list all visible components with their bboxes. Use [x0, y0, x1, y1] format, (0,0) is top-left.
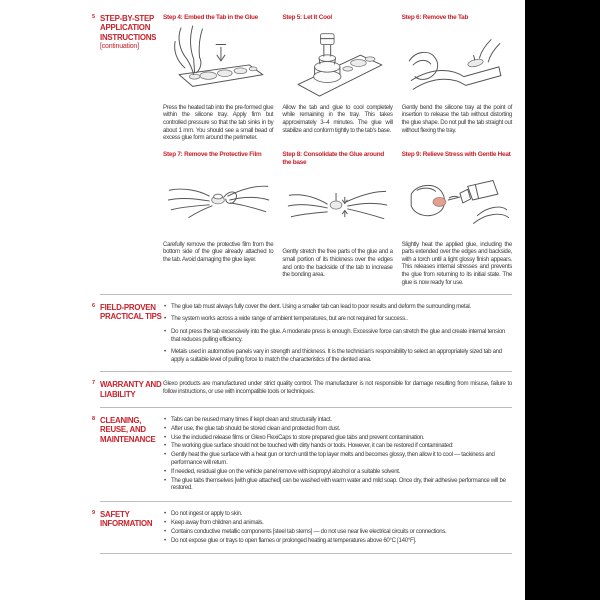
step-card-9 [402, 151, 512, 286]
section-heading-block [90, 303, 163, 322]
section-heading: WARRANTY AND LIABILITY [100, 380, 162, 399]
section-cleaning [90, 416, 525, 493]
step-8-illustration [282, 168, 392, 244]
section-heading-block [90, 416, 163, 444]
step-9-illustration [402, 161, 512, 237]
section-number: 8 [92, 416, 96, 422]
step-5-illustration [282, 24, 392, 100]
step-card-5 [282, 14, 392, 142]
bullet-item: • If needed, residual glue on the vehicle panel remove with isopropyl alcohol or a suitable solvent. [163, 468, 512, 476]
bullet-item: • The glue tabs themselves [with glue attached] can be washed with warm water and mild soap. Once dry, their adhesive performance will be restored. [163, 477, 512, 493]
section-divider [100, 501, 512, 502]
flex-tray-icon [404, 24, 509, 100]
warranty-body: Glexo products are manufactured under strict quality control. The manufacturer is not responsible for damage resulting from misuse, failure to follow instructions, or use with incompatible tools or techniques. [163, 380, 512, 396]
bullet-item: • Use the included release films or Glexo FlexiCaps to store prepared glue tabs and prevent contamination. [163, 434, 512, 442]
step-7-illustration [163, 161, 273, 237]
safety-bullet-list [163, 510, 512, 544]
tips-content [163, 303, 512, 363]
section-subheading: [continuation] [100, 42, 139, 50]
step-card-8 [282, 151, 392, 286]
section-number: 6 [92, 303, 96, 310]
section-divider [100, 371, 512, 372]
step-body: Gently stretch the free parts of the glue and a small portion of its thickness over the edges and onto the backside of the tab to increase the bonding area. [282, 248, 393, 279]
bullet-item: • The glue tab must always fully cover the dent. Using a smaller tab can lead to poor results and deform the surrounding metal. [163, 303, 512, 311]
safety-content [163, 510, 512, 545]
section-number: 5 [92, 14, 96, 20]
step-title: Step 7: Remove the Protective Film [163, 150, 262, 158]
right-black-band [525, 0, 600, 600]
section-divider [100, 294, 512, 295]
section-heading: FIELD-PROVEN PRACTICAL TIPS [100, 303, 162, 322]
bullet-item: • Do not press the tab excessively into the glue. A moderate press is enough. Excessive force can stretch the glue and create internal tension that reduces pulling efficiency. [163, 328, 512, 344]
step-body: Press the heated tab into the pre-formed glue within the silicone tray. Apply firm but controlled pressure so that the tab sinks in by about 1 mm. You should see a small bead of excess glue form around the perimeter. [163, 103, 274, 142]
section-divider [100, 407, 512, 408]
bullet-item: • Contains conductive metallic components [steel tab stems] — do not use near live electrical circuits or connections. [163, 528, 512, 536]
steps-grid [163, 14, 512, 286]
step-title: Step 8: Consolidate the Glue around the base [282, 150, 385, 166]
step-body: Gently bend the silicone tray at the point of insertion to release the tab without distorting the glue shape. Do not pull the tab straight out without flexing the tray. [401, 103, 512, 134]
section-divider [100, 553, 512, 554]
bullet-item: • The working glue surface should not be touched with dirty hands or tools. However, it can be restored if contaminated: [163, 442, 512, 450]
step-card-7 [163, 151, 273, 286]
step-title: Step 4: Embed the Tab in the Glue [163, 14, 258, 21]
bullet-item: • Do not expose glue or trays to open flames or prolonged heating at temperatures above 60°C [140°F]. [163, 537, 512, 545]
section-practical-tips [90, 303, 525, 363]
step-title: Step 5: Let It Cool [282, 14, 332, 21]
warranty-content [163, 380, 512, 396]
section-heading: CLEANING, REUSE, AND MAINTENANCE [100, 416, 156, 444]
step-card-4 [163, 14, 273, 142]
cooling-tab-icon [285, 24, 390, 100]
section-safety [90, 510, 525, 545]
bullet-item: • Gently heat the glue surface with a heat gun or torch until the top layer melts and becomes glossy, then allow it to cool — tackiness and performance will return. [163, 451, 512, 467]
tips-bullet-list [163, 303, 512, 363]
torch-heat-icon [404, 161, 509, 237]
stretch-glue-icon [285, 168, 390, 244]
section-heading-block [90, 380, 163, 399]
bullet-item: • Do not ingest or apply to skin. [163, 510, 512, 518]
bullet-item: • Tabs can be reused many times if kept clean and structurally intact. [163, 416, 512, 424]
section-heading: STEP-BY-STEP APPLICATION INSTRUCTIONS [100, 14, 157, 42]
step-title: Step 6: Remove the Tab [401, 14, 469, 21]
section-heading: SAFETY INFORMATION [100, 510, 153, 529]
step-card-6 [402, 14, 512, 142]
step-body: Allow the tab and glue to cool completely while remaining in the tray. This takes approximately 3–4 minutes. The glue will stabilize and conform tightly to the tab's base. [282, 103, 393, 134]
section-number: 9 [92, 510, 96, 517]
cleaning-content [163, 416, 512, 493]
step-body: Slightly heat the applied glue, including the parts extended over the edges and backside, with a torch until a light glossy finish appears. This releases internal stresses and prevents the glue from returning to its initial state. The glue is now ready for use. [401, 240, 512, 286]
cleaning-bullet-list [163, 416, 512, 492]
section-heading-block [90, 14, 163, 51]
step-body: Carefully remove the protective film from the bottom side of the glue already attached to the tab. Avoid damaging the glue layer. [163, 240, 274, 263]
hand-press-tab-icon [166, 24, 271, 100]
step-6-illustration [402, 24, 512, 100]
section-step-by-step [90, 14, 525, 286]
bullet-item: • The system works across a wide range of ambient temperatures, but are not required for success.. [163, 315, 512, 323]
section-heading-block [90, 510, 163, 529]
peel-film-icon [166, 161, 271, 237]
bullet-item: • After use, the glue tab should be stored clean and protected from dust. [163, 425, 512, 433]
bullet-item: • Keep away from children and animals. [163, 519, 512, 527]
step-title: Step 9: Relieve Stress with Gentle Heat [401, 150, 511, 158]
bullet-item: • Metals used in automotive panels vary in strength and thickness. It is the technician's responsibility to select an appropriately sized tab and apply a suitable level of pulling force to match the characteristics of the dented area. [163, 348, 512, 364]
section-number: 7 [92, 380, 96, 387]
step-4-illustration [163, 24, 273, 100]
section-warranty [90, 380, 525, 399]
